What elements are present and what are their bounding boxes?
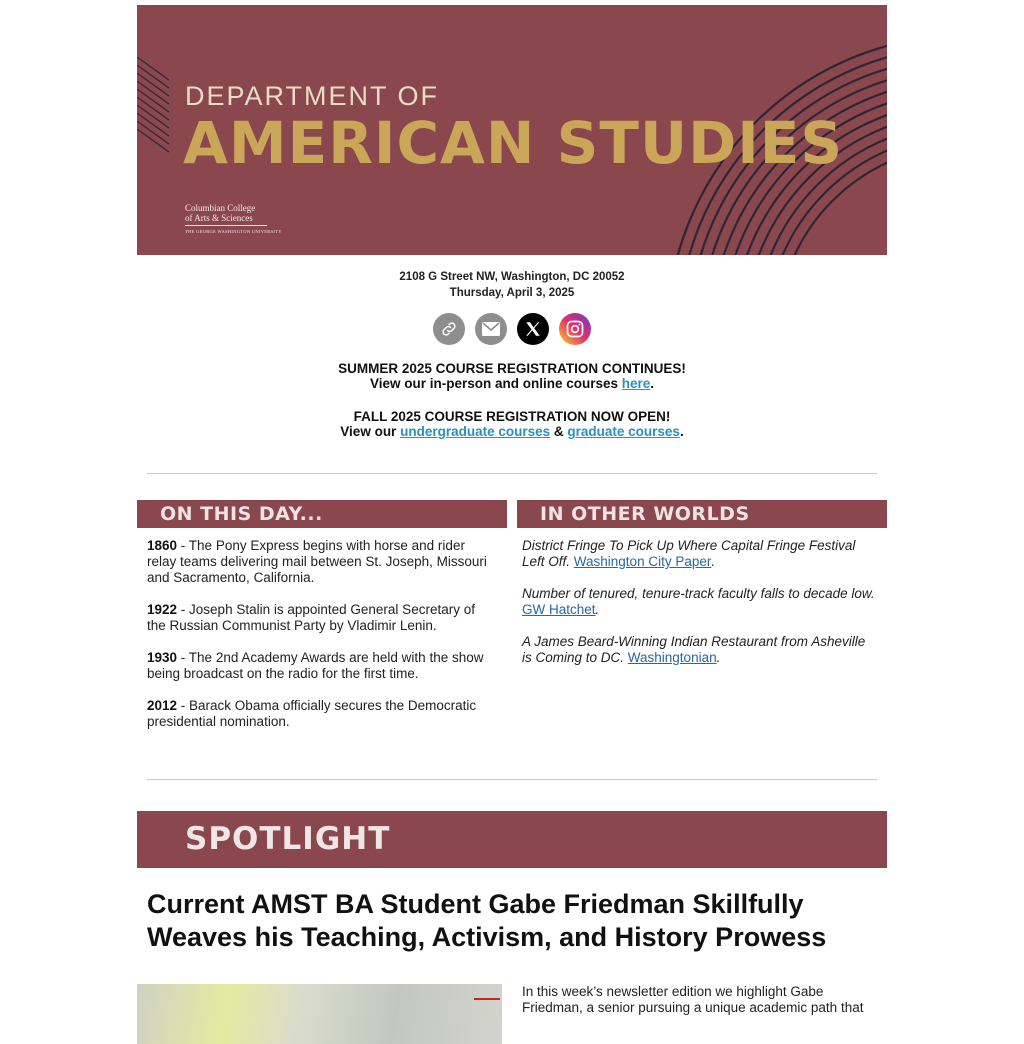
news-columns — [137, 500, 887, 746]
summer-registration — [137, 361, 887, 391]
fall-registration — [137, 409, 887, 439]
undergraduate-courses-link[interactable]: undergraduate courses — [400, 424, 551, 439]
fall-text: View our — [340, 424, 401, 439]
news-period: . — [716, 650, 721, 665]
news-period: . — [711, 554, 716, 569]
history-year: 2012 — [147, 698, 178, 713]
address: 2108 G Street NW, Washington, DC 20052 — [399, 271, 625, 283]
summer-courses-link[interactable]: here — [621, 376, 651, 391]
history-item — [147, 650, 497, 682]
department-of-label: DEPARTMENT OF — [185, 81, 440, 111]
history-year: 1860 — [147, 538, 178, 553]
news-source-link[interactable]: Washington City Paper — [573, 554, 712, 569]
news-item — [522, 634, 877, 666]
link-icon[interactable] — [433, 313, 465, 345]
history-text: - The Pony Express begins with horse and rider relay teams delivering mail between St. Joseph, Missouri and Sacramento, California. — [147, 538, 487, 585]
spotlight-heading: SPOTLIGHT — [137, 811, 887, 868]
history-text: - The 2nd Academy Awards are held with the show being broadcast on the radio for the first time. — [147, 650, 484, 681]
summer-period: . — [650, 376, 655, 391]
divider — [147, 779, 877, 780]
fall-period: . — [679, 424, 684, 439]
history-item — [147, 538, 497, 586]
x-icon[interactable] — [517, 313, 549, 345]
in-other-worlds-section — [517, 500, 887, 746]
college-line-1: Columbian College — [185, 203, 256, 213]
summer-text: View our in-person and online courses — [369, 376, 622, 391]
news-item — [522, 538, 877, 570]
college-logo — [185, 203, 282, 237]
department-title: AMERICAN STUDIES — [183, 109, 844, 177]
newsletter-date: Thursday, April 3, 2025 — [449, 287, 575, 299]
history-text: - Joseph Stalin is appointed General Secretary of the Russian Communist Party by Vladimir Lenin. — [147, 602, 475, 633]
fall-ampersand: & — [550, 424, 568, 439]
history-year: 1930 — [147, 650, 178, 665]
news-period: . — [595, 602, 600, 617]
newsletter — [137, 5, 887, 1044]
on-this-day-heading: ON THIS DAY... — [137, 500, 507, 528]
news-item — [522, 586, 877, 618]
spotlight-body — [137, 984, 887, 1044]
university-name: THE GEORGE WASHINGTON UNIVERSITY — [185, 229, 282, 234]
spotlight-photo[interactable] — [137, 984, 502, 1044]
news-source-link[interactable]: GW Hatchet — [522, 602, 596, 617]
news-headline: A James Beard-Winning Indian Restaurant from Asheville is Coming to DC. — [522, 634, 866, 665]
header-banner — [137, 5, 887, 255]
mail-icon[interactable] — [475, 313, 507, 345]
history-year: 1922 — [147, 602, 178, 617]
history-item — [147, 602, 497, 634]
in-other-worlds-heading: IN OTHER WORLDS — [517, 500, 887, 528]
header-info — [137, 271, 887, 299]
on-this-day-section — [137, 500, 507, 746]
spotlight-title[interactable]: Current AMST BA Student Gabe Friedman Skillfully Weaves his Teaching, Activism, and History Prowess — [147, 889, 827, 952]
history-item — [147, 698, 497, 730]
college-line-2: of Arts & Sciences — [185, 213, 253, 223]
news-headline: District Fringe To Pick Up Where Capital Fringe Festival Left Off. — [522, 538, 856, 569]
news-headline: Number of tenured, tenure-track faculty falls to decade low. — [522, 586, 875, 601]
fall-heading: FALL 2025 COURSE REGISTRATION NOW OPEN! — [353, 409, 671, 424]
divider — [147, 473, 877, 474]
graduate-courses-link[interactable]: graduate courses — [567, 424, 680, 439]
instagram-icon[interactable] — [559, 313, 591, 345]
summer-heading: SUMMER 2025 COURSE REGISTRATION CONTINUES! — [338, 361, 686, 376]
spotlight-intro: In this week’s newsletter edition we highlight Gabe Friedman, a senior pursuing a unique academic path that — [522, 984, 864, 1015]
social-links — [137, 313, 887, 345]
news-source-link[interactable]: Washingtonian — [627, 650, 717, 665]
history-text: - Barack Obama officially secures the Democratic presidential nomination. — [147, 698, 477, 729]
